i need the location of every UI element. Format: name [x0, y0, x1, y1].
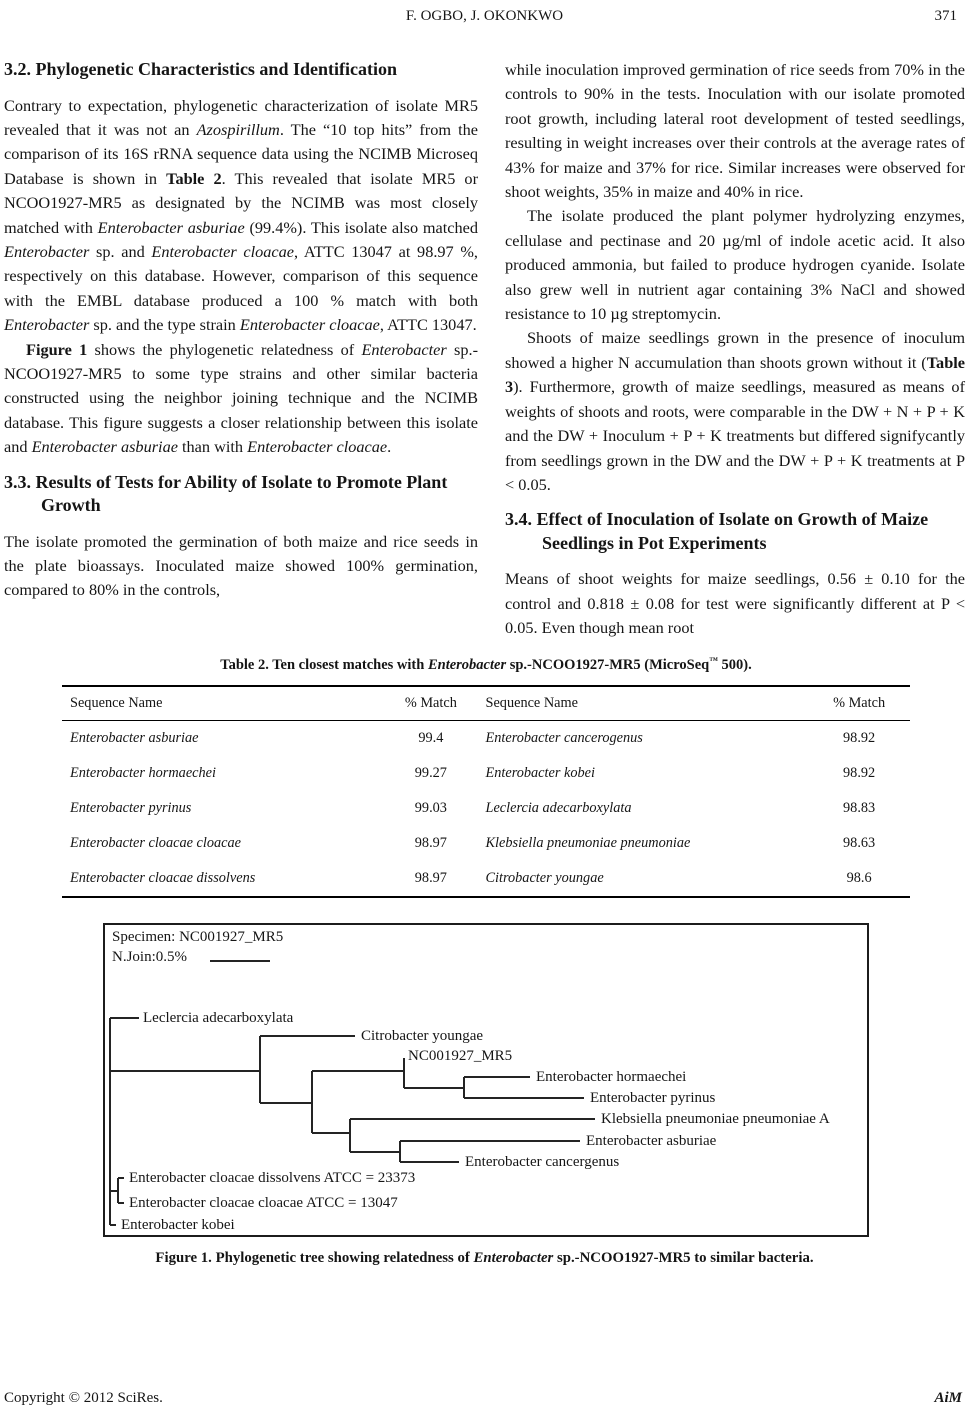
match-value-cell: 99.4 — [418, 729, 444, 746]
paragraph-right-3 — [505, 326, 965, 497]
tree-label: Enterobacter hormaechei — [536, 1068, 687, 1085]
paragraph-3-2-2 — [4, 338, 478, 460]
text-segment: The isolate promoted the germination of both maize and rice seeds in the plate bioassays. Inoculated maize showed 100% germination, compared to 80% in the controls, — [4, 531, 478, 600]
page-number: 371 — [934, 8, 957, 24]
text-segment: than with — [177, 437, 248, 457]
paragraph-3-2-1 — [4, 94, 478, 338]
paragraph-3-3-1 — [4, 530, 478, 603]
table-row — [62, 756, 910, 791]
text-segment: Enterobacter — [4, 241, 90, 261]
tree-label: Klebsiella pneumoniae pneumoniae A — [601, 1110, 830, 1127]
text-segment: , ATTC 13047. — [379, 315, 477, 335]
text-segment: Enterobacter asburiae — [97, 217, 245, 237]
text-segment: . The “10 top hits” from the comparison of its 16S rRNA sequence data using the NCIMB Microseq Database is shown in — [4, 119, 478, 188]
column-right — [505, 58, 965, 641]
page-footer — [4, 1390, 962, 1407]
match-value-cell: 98.83 — [843, 799, 876, 816]
figure1-caption — [4, 1250, 965, 1267]
running-head-authors: F. OGBO, J. OKONKWO — [405, 8, 564, 24]
table-row — [62, 791, 910, 826]
text-segment: ). Furthermore, growth of maize seedlings, measured as means of weights of shoots and roots, were comparable in the DW + N + P + K and the DW + Inoculum + P + K treatments but differed signifycantly from seedlings grown in the DW and the DW + P + K treatments at P < 0.05. — [505, 377, 965, 494]
text-segment: The isolate produced the plant polymer hydrolyzing enzymes, cellulase and pectinase and 20 µg/ml of indole acetic acid. It also produced ammonia, but failed to produce hydrogen cyanide. Isolate also grew well in nutrient agar containing 3% NaCl and showed resistance to 10 µg streptomycin. — [505, 206, 965, 324]
paragraph-3-4-1 — [505, 567, 965, 640]
table-row — [62, 861, 910, 897]
text-segment: Table 2. Ten closest matches with — [220, 656, 428, 673]
table2-block — [62, 654, 910, 898]
match-value-cell: 98.92 — [843, 764, 876, 781]
text-segment: Contrary to expectation, phylogenetic characterization of isolate MR5 revealed that it was not an — [4, 95, 478, 139]
match-value-cell: 99.27 — [414, 764, 447, 781]
paragraph-right-1 — [505, 58, 965, 204]
two-column-body — [4, 58, 965, 641]
sequence-name-cell: Citrobacter youngae — [485, 869, 604, 886]
col-header-match-2: % Match — [808, 686, 910, 721]
table2 — [62, 685, 910, 898]
text-segment: . — [387, 437, 392, 457]
text-segment: ™ — [709, 654, 718, 665]
text-segment: shows the phylogenetic relatedness of — [87, 339, 362, 359]
tree-label: Enterobacter kobei — [121, 1216, 235, 1233]
text-segment: 500). — [717, 656, 752, 673]
col-header-match-1: % Match — [384, 686, 477, 721]
tree-label: Enterobacter cloacae cloacae ATCC = 13047 — [129, 1194, 398, 1211]
paragraph-right-2 — [505, 204, 965, 326]
text-segment: while inoculation improved germination of rice seeds from 70% in the controls to 90% in the tests. Inoculation with our isolate promoted root growth, including lateral root development of tested seedlings, resulting in weight increases over their controls at the average rates of 43% for maize and 37% for rice. Similar increases were observed for shoot weights, 35% in maize and 40% in rice. — [505, 60, 965, 202]
figure1-box — [103, 923, 869, 1237]
col-header-sequence-name-2: Sequence Name — [478, 686, 809, 721]
text-segment: Azospirillum — [196, 119, 280, 139]
text-segment: Enterobacter cloacae — [239, 315, 380, 335]
text-segment: sp.-NCOO1927-MR5 to some type strains and other similar bacteria constructed using the neighbor joining technique and the NCIMB database. This figure suggests a closer relationship between this isolate and — [4, 339, 478, 457]
text-segment: Enterobacter — [361, 339, 447, 359]
text-segment: Enterobacter cloacae — [247, 437, 388, 457]
match-value-cell: 98.6 — [846, 869, 872, 886]
text-segment: Enterobacter — [427, 656, 507, 673]
tree-label: N.Join:0.5% — [112, 948, 187, 965]
match-value-cell: 98.97 — [414, 869, 447, 886]
column-left — [4, 58, 478, 641]
heading-3-2: 3.2. Phylogenetic Characteristics and Identification — [4, 59, 397, 79]
text-segment: Shoots of maize seedlings grown in the presence of inoculum showed a higher N accumulation than shoots grown without it ( — [505, 328, 965, 372]
sequence-name-cell: Enterobacter kobei — [485, 764, 595, 781]
text-segment: (99.4%). This isolate also matched — [244, 217, 478, 237]
footer-journal-abbrev: AiM — [934, 1390, 962, 1406]
text-segment: , ATTC 13047 at 98.97 %, respectively on this database. However, comparison of this sequence with the EMBL database produced a 100 % match with both — [4, 241, 478, 310]
text-segment: sp.-NCOO1927-MR5 (MicroSeq — [506, 656, 710, 673]
text-segment: Enterobacter cloacae — [151, 241, 295, 261]
text-segment: Enterobacter — [4, 315, 90, 335]
sequence-name-cell: Enterobacter asburiae — [70, 729, 199, 746]
heading-3-4: 3.4. Effect of Inoculation of Isolate on Growth of Maize Seedlings in Pot Experiments — [505, 509, 929, 553]
running-header — [4, 8, 965, 28]
tree-label: Enterobacter cancergenus — [465, 1153, 620, 1170]
sequence-name-cell: Leclercia adecarboxylata — [485, 799, 632, 816]
tree-label: Citrobacter youngae — [361, 1027, 484, 1044]
tree-label: Enterobacter pyrinus — [590, 1089, 716, 1106]
sequence-name-cell: Enterobacter cancerogenus — [485, 729, 643, 746]
match-value-cell: 98.92 — [843, 729, 876, 746]
match-value-cell: 98.63 — [843, 834, 876, 851]
text-segment: Means of shoot weights for maize seedlings, 0.56 ± 0.10 for the control and 0.818 ± 0.08 for test were significantly different at P < 0.05. Even though mean root — [505, 569, 965, 638]
text-segment: Figure 1 — [26, 339, 88, 359]
sequence-name-cell: Enterobacter cloacae dissolvens — [70, 869, 256, 886]
col-header-sequence-name-1: Sequence Name — [62, 686, 384, 721]
tree-label: NC001927_MR5 — [408, 1047, 513, 1064]
tree-label: Enterobacter asburiae — [586, 1132, 717, 1149]
table2-body — [62, 720, 910, 897]
table2-title — [62, 654, 910, 674]
sequence-name-cell: Klebsiella pneumoniae pneumoniae — [485, 834, 691, 851]
text-segment: Figure 1. Phylogenetic tree showing relatedness of — [155, 1249, 474, 1266]
text-segment: Table 3 — [505, 352, 965, 397]
table-row — [62, 826, 910, 861]
text-segment: Enterobacter — [473, 1249, 554, 1266]
match-value-cell: 99.03 — [414, 799, 447, 816]
table-row — [62, 720, 910, 756]
heading-3-3: 3.3. Results of Tests for Ability of Isolate to Promote Plant Growth — [4, 471, 448, 516]
footer-copyright: Copyright © 2012 SciRes. — [4, 1390, 163, 1406]
text-segment: Table 2 — [166, 168, 222, 188]
table2-header-row — [62, 686, 910, 721]
tree-label: Specimen: NC001927_MR5 — [112, 928, 284, 945]
tree-label: Enterobacter cloacae dissolvens ATCC = 23373 — [129, 1169, 416, 1186]
phylo-tree-svg — [105, 925, 867, 1235]
tree-label: Leclercia adecarboxylata — [143, 1009, 294, 1026]
text-segment: sp. and the type strain — [89, 315, 240, 335]
sequence-name-cell: Enterobacter pyrinus — [70, 799, 192, 816]
text-segment: Enterobacter asburiae — [31, 437, 178, 457]
text-segment: . This revealed that isolate MR5 or NCOO1927-MR5 as designated by the NCIMB was most closely matched with — [4, 168, 478, 237]
sequence-name-cell: Enterobacter cloacae cloacae — [70, 834, 241, 851]
sequence-name-cell: Enterobacter hormaechei — [70, 764, 216, 781]
text-segment: sp. and — [89, 241, 152, 261]
match-value-cell: 98.97 — [414, 834, 447, 851]
text-segment: sp.-NCOO1927-MR5 to similar bacteria. — [553, 1249, 814, 1266]
